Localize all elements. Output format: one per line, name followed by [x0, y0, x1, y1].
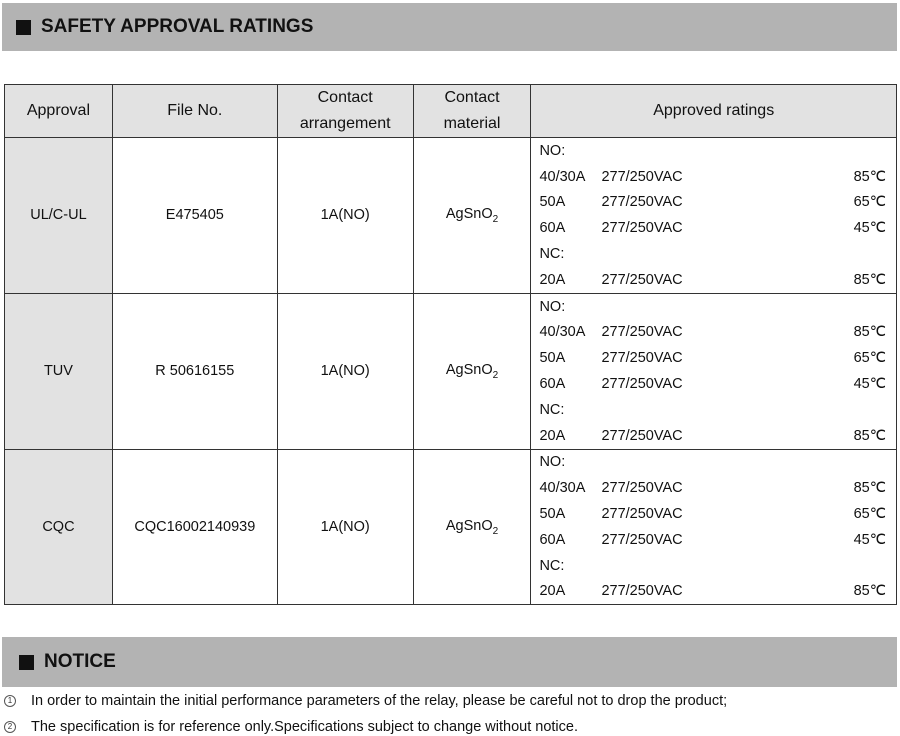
circled-number-icon: 2: [4, 721, 16, 733]
material-text: AgSnO: [445, 517, 493, 534]
approval-cell: UL/C-UL: [5, 138, 113, 294]
rating-current: 40/30A: [539, 324, 586, 341]
rating-line: [539, 475, 886, 501]
rating-line: [539, 527, 886, 553]
rating-current: NC:: [539, 557, 565, 574]
rating-line: [539, 190, 886, 216]
rating-current: NO:: [539, 142, 566, 159]
material-text: AgSnO: [445, 361, 493, 378]
contact-arrangement-cell: 1A(NO): [277, 293, 413, 449]
section-title: SAFETY APPROVAL RATINGS: [41, 16, 314, 37]
square-bullet-icon: [19, 655, 34, 670]
rating-temperature: 45℃: [853, 220, 886, 237]
rating-current: 50A: [539, 194, 566, 211]
table-row: [5, 138, 897, 294]
rating-current: 60A: [539, 376, 566, 393]
contact-arrangement-cell: 1A(NO): [277, 138, 413, 294]
rating-temperature: 85℃: [853, 168, 886, 185]
rating-temperature: 85℃: [853, 271, 886, 288]
rating-voltage: 277/250VAC: [601, 427, 683, 444]
header-file-no: File No.: [112, 85, 277, 138]
contact-arrangement-cell: 1A(NO): [277, 449, 413, 605]
rating-voltage: 277/250VAC: [601, 220, 683, 237]
notice-item: [4, 719, 578, 735]
file-no-cell: CQC16002140939: [112, 449, 277, 605]
rating-line: [539, 553, 886, 579]
header-contact-material: [413, 85, 531, 138]
notice-item: [4, 693, 727, 709]
rating-temperature: 85℃: [853, 480, 886, 497]
rating-temperature: 85℃: [853, 324, 886, 341]
notice-text: In order to maintain the initial performance parameters of the relay, please be careful not to drop the product;: [31, 693, 728, 709]
rating-line: [539, 397, 886, 423]
table-row: [5, 293, 897, 449]
rating-current: NO:: [539, 454, 566, 471]
rating-current: 50A: [539, 350, 566, 367]
rating-line: [539, 215, 886, 241]
notice-header: [2, 637, 897, 687]
material-subscript: 2: [492, 369, 499, 381]
approval-cell: CQC: [5, 449, 113, 605]
rating-line: [539, 501, 886, 527]
header-contact-arrangement-line2: arrangement: [299, 115, 391, 132]
contact-material-cell: [413, 293, 531, 449]
approval-ratings-table: [4, 84, 897, 605]
rating-current: 20A: [539, 427, 566, 444]
circled-number-icon: 1: [4, 695, 16, 707]
approved-ratings-cell: [531, 293, 897, 449]
safety-approval-header: [2, 3, 897, 51]
square-bullet-icon: [16, 20, 31, 35]
rating-line: [539, 138, 886, 164]
table-row: [5, 449, 897, 605]
rating-line: [539, 320, 886, 346]
rating-voltage: 277/250VAC: [601, 350, 683, 367]
rating-voltage: 277/250VAC: [601, 376, 683, 393]
rating-line: [539, 294, 886, 320]
rating-temperature: 45℃: [853, 531, 886, 548]
header-approved-ratings: Approved ratings: [531, 85, 897, 138]
rating-voltage: 277/250VAC: [601, 583, 683, 600]
rating-line: [539, 371, 886, 397]
rating-current: 20A: [539, 583, 566, 600]
rating-line: [539, 164, 886, 190]
rating-line: [539, 345, 886, 371]
header-contact-arrangement: [277, 85, 413, 138]
rating-temperature: 45℃: [853, 376, 886, 393]
approval-cell: TUV: [5, 293, 113, 449]
header-approval: Approval: [5, 85, 113, 138]
rating-current: 40/30A: [539, 168, 586, 185]
rating-voltage: 277/250VAC: [601, 194, 683, 211]
rating-line: [539, 579, 886, 605]
file-no-cell: R 50616155: [112, 293, 277, 449]
rating-line: [539, 267, 886, 293]
rating-current: 50A: [539, 506, 566, 523]
rating-voltage: 277/250VAC: [601, 271, 683, 288]
rating-temperature: 85℃: [853, 427, 886, 444]
rating-line: [539, 241, 886, 267]
notice-text: The specification is for reference only.Specifications subject to change without notice.: [31, 719, 578, 735]
header-contact-arrangement-line1: Contact: [317, 89, 373, 106]
header-contact-material-line2: material: [443, 115, 501, 132]
rating-voltage: 277/250VAC: [601, 531, 683, 548]
rating-current: NC:: [539, 401, 565, 418]
file-no-cell: E475405: [112, 138, 277, 294]
rating-current: 40/30A: [539, 480, 586, 497]
rating-temperature: 65℃: [853, 194, 886, 211]
rating-voltage: 277/250VAC: [601, 168, 683, 185]
rating-temperature: 85℃: [853, 583, 886, 600]
contact-material-cell: [413, 449, 531, 605]
rating-current: NC:: [539, 246, 565, 263]
rating-current: 60A: [539, 531, 566, 548]
rating-voltage: 277/250VAC: [601, 324, 683, 341]
rating-voltage: 277/250VAC: [601, 480, 683, 497]
rating-temperature: 65℃: [853, 350, 886, 367]
rating-temperature: 65℃: [853, 506, 886, 523]
approved-ratings-cell: [531, 138, 897, 294]
rating-current: 20A: [539, 271, 566, 288]
rating-current: 60A: [539, 220, 566, 237]
table-header-row: [5, 85, 897, 138]
rating-current: NO:: [539, 298, 566, 315]
section-title: NOTICE: [44, 651, 116, 672]
material-subscript: 2: [492, 525, 499, 537]
rating-voltage: 277/250VAC: [601, 506, 683, 523]
material-subscript: 2: [492, 213, 499, 225]
material-text: AgSnO: [445, 205, 493, 222]
approved-ratings-cell: [531, 449, 897, 605]
rating-line: [539, 450, 886, 476]
contact-material-cell: [413, 138, 531, 294]
rating-line: [539, 423, 886, 449]
header-contact-material-line1: Contact: [444, 89, 500, 106]
